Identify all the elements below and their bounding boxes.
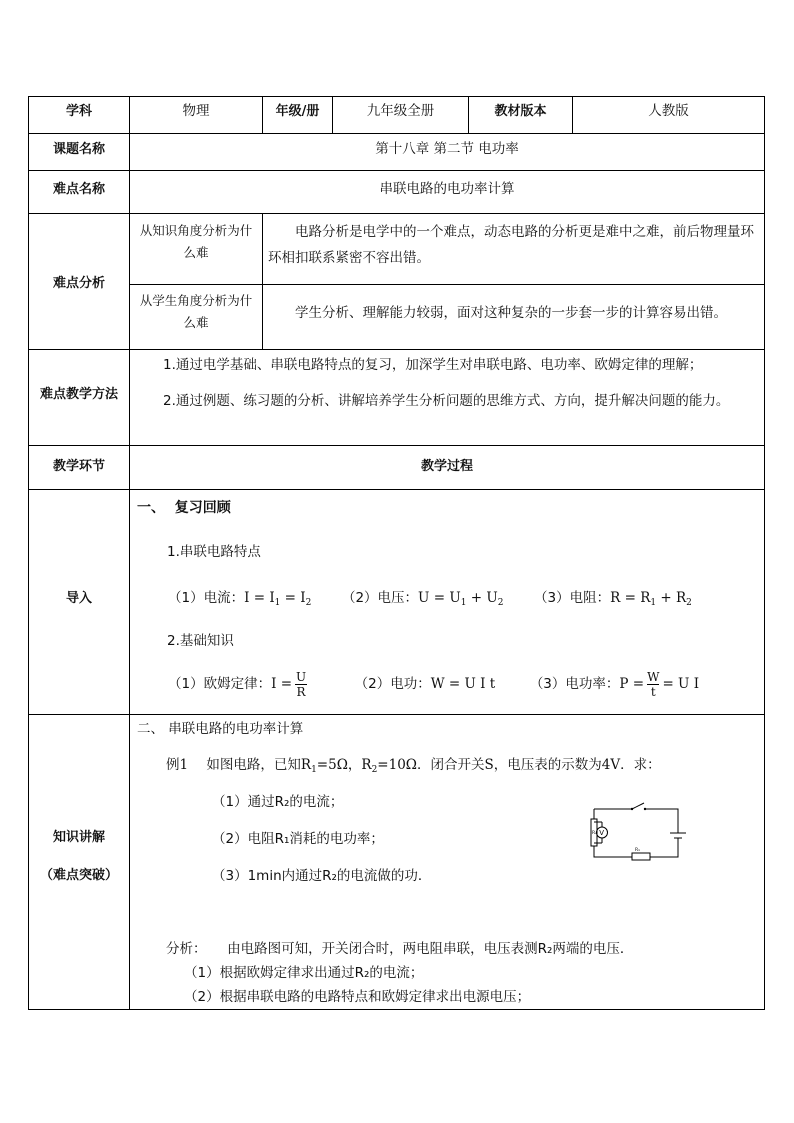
edition-label: 教材版本 — [494, 103, 547, 119]
svg-text:R₁: R₁ — [635, 848, 640, 853]
method-item-1: 1.通过电学基础、串联电路特点的复习，加深学生对串联电路、电功率、欧姆定律的理解； — [163, 357, 703, 373]
subject-label: 学科 — [65, 103, 92, 119]
analysis-label: 难点分析 — [52, 276, 105, 291]
svg-text:V: V — [599, 829, 605, 837]
method-label: 难点教学方法 — [39, 387, 118, 402]
voltage-prefix: （2）电压： — [341, 590, 419, 606]
power-prefix: （3）电功率： — [529, 676, 620, 692]
intro-label: 导入 — [65, 590, 92, 606]
power-fraction: $\frac{W}{t}$ — [647, 669, 660, 699]
question-3: （3）1min内通过R₂的电流做的功． — [212, 868, 432, 884]
lecture-heading: 二、 串联电路的电功率计算 — [137, 721, 304, 737]
analysis-step-2: （2）根据串联电路的电路特点和欧姆定律求出电源电压； — [184, 989, 531, 1005]
voltage-formula: $U = U_1 + U_2$ — [418, 590, 504, 608]
difficulty-label: 难点名称 — [52, 181, 105, 197]
lesson-label: 课题名称 — [52, 141, 105, 157]
process-column-label: 教学过程 — [420, 458, 473, 474]
intro-sub-2: 2.基础知识 — [167, 633, 234, 649]
student-angle-text: 学生分析、理解能力较弱，面对这种复杂的一步套一步的计算容易出错。 — [295, 305, 727, 321]
subject-value: 物理 — [182, 103, 210, 119]
resistance-formula: $R = R_1 + R_2$ — [610, 590, 692, 608]
stage-column-label: 教学环节 — [52, 458, 105, 474]
analysis-label: 分析： — [166, 941, 207, 957]
power-tail: = U I — [662, 676, 700, 692]
grade-value: 九年级全册 — [366, 103, 435, 119]
ohm-fraction: $\frac{U}{R}$ — [295, 669, 307, 699]
series-formulas — [168, 585, 692, 616]
grade-label: 年级/册 — [275, 103, 320, 119]
question-2: （2）电阻R₁消耗的电功率； — [212, 831, 384, 847]
ohm-prefix: （1）欧姆定律： — [168, 676, 272, 692]
method-item-2: 2.通过例题、练习题的分析、讲解培养学生分析问题的思维方式、方向，提升解决问题的能力。 — [163, 393, 730, 409]
example-1: 例1 如图电路，已知$R_1=5\Omega$，$R_2=10\Omega$．闭合开关S，电压表的示数为4V．求： — [166, 757, 661, 775]
circuit-diagram — [586, 800, 690, 866]
current-formula: $I = I_1 = I_2$ — [244, 590, 312, 608]
analysis-step-1: （1）根据欧姆定律求出通过R₂的电流； — [184, 965, 424, 981]
intro-sub-1: 1.串联电路特点 — [167, 544, 261, 560]
knowledge-angle-text: 电路分析是电学中的一个难点，动态电路的分析更是难中之难，前后物理量环环相扣联系紧密不容出错。 — [268, 224, 754, 266]
work-formula: W = U I t — [430, 676, 496, 692]
lecture-sublabel: （难点突破） — [39, 868, 118, 883]
lesson-value: 第十八章 第二节 电功率 — [375, 141, 519, 157]
intro-heading: 一、 复习回顾 — [137, 500, 231, 516]
edition-value: 人教版 — [648, 103, 689, 119]
analysis-line — [166, 936, 633, 962]
current-prefix: （1）电流： — [168, 590, 245, 606]
resistance-prefix: （3）电阻： — [534, 590, 611, 606]
work-prefix: （2）电功： — [354, 676, 431, 692]
student-angle-label: 从学生角度分析为什么难 — [139, 293, 253, 330]
example-label: 例1 — [166, 757, 189, 773]
analysis-text: 由电路图可知，开关闭合时，两电阻串联，电压表测R₂两端的电压． — [227, 941, 634, 957]
knowledge-angle-label: 从知识角度分析为什么难 — [139, 223, 253, 260]
svg-text:R₂: R₂ — [592, 831, 597, 836]
difficulty-value: 串联电路的电功率计算 — [379, 181, 515, 197]
question-1: （1）通过R₂的电流； — [212, 794, 344, 810]
lecture-label: 知识讲解 — [52, 830, 105, 845]
basic-formulas: （1）欧姆定律：I = $\frac{U}{R}$ （2）电功：W = U I t （3）电功率：P = $\frac{W}{t}$ = U I — [168, 669, 700, 699]
